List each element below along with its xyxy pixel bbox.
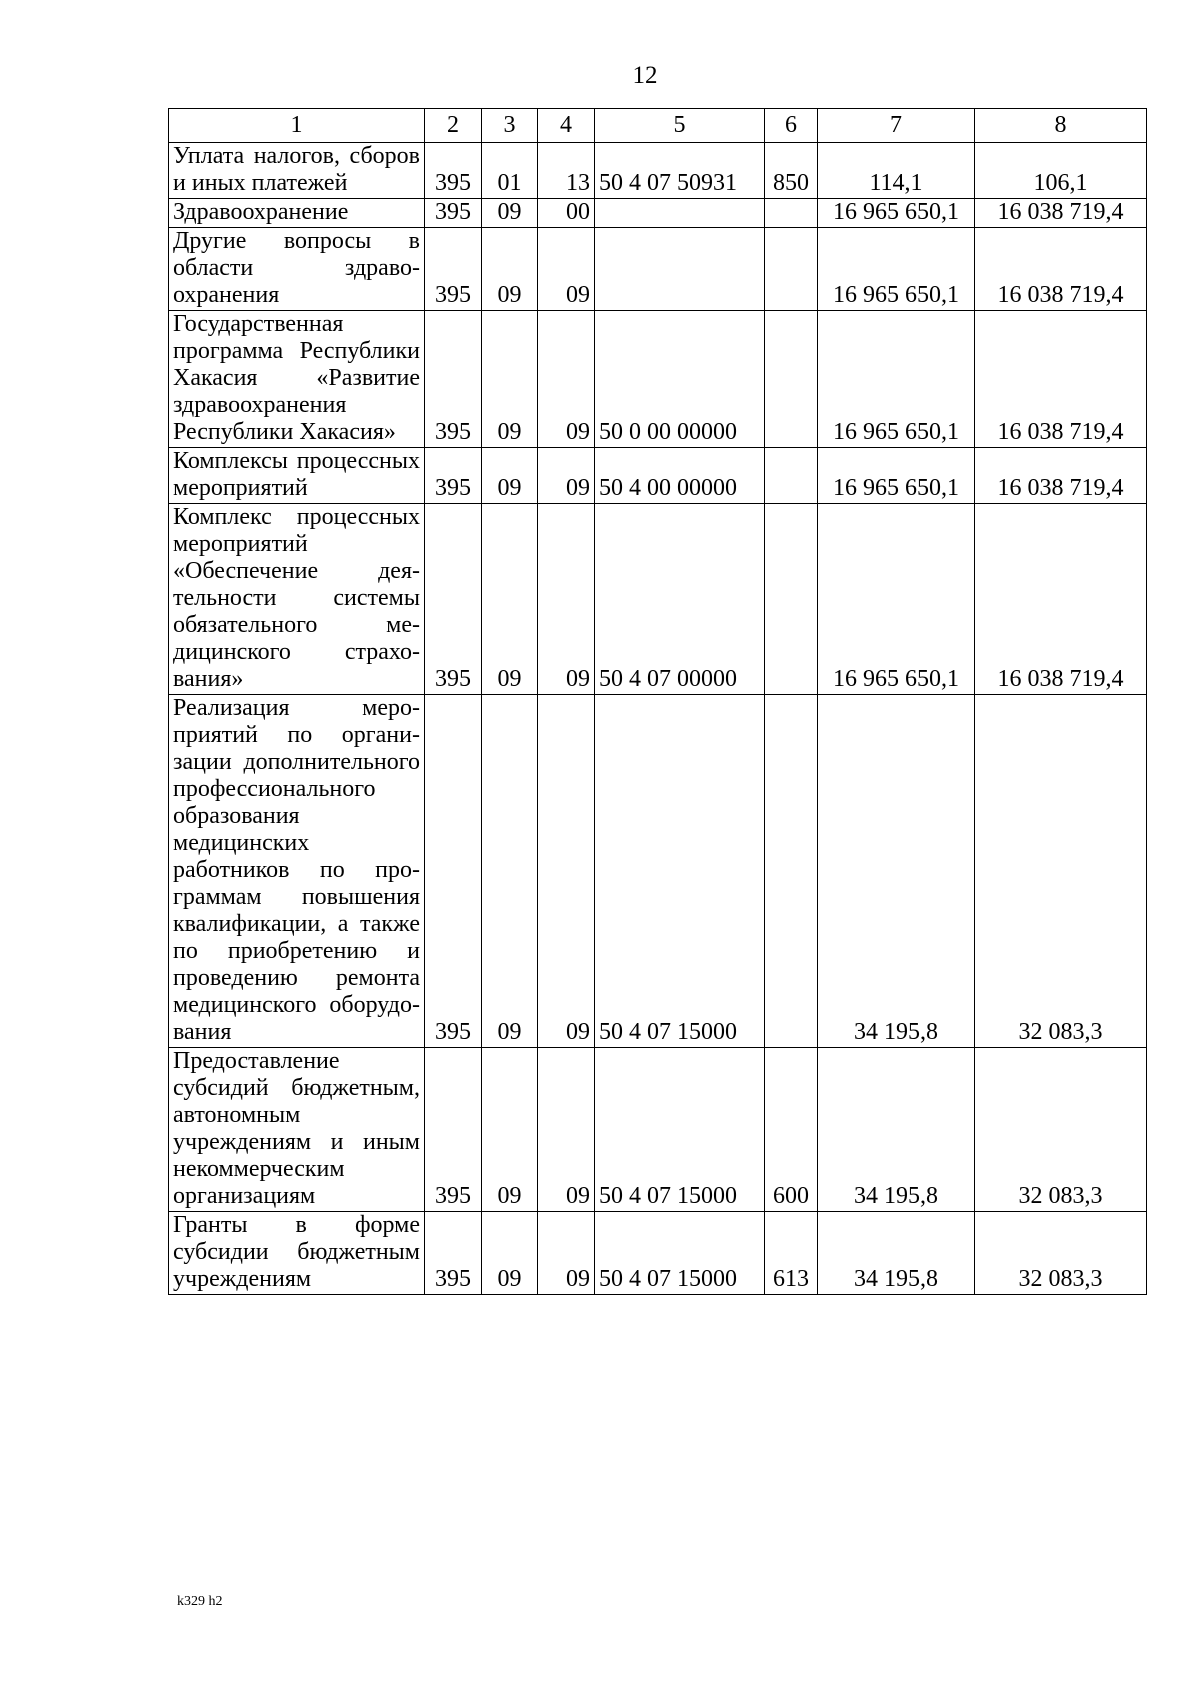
cell-name: Здравоохранение: [169, 199, 425, 228]
column-header: 7: [818, 109, 975, 143]
header-row: [169, 109, 1147, 143]
cell-subsection: 09: [538, 504, 595, 695]
cell-amount-1: 34 195,8: [818, 1048, 975, 1212]
cell-section: 09: [482, 504, 538, 695]
column-header: 3: [482, 109, 538, 143]
cell-name: Комплекс процессных мероприятий «Обеспечение деятельности системы обязательного медицинского страхования»: [169, 504, 425, 695]
cell-subsection: 09: [538, 1212, 595, 1295]
cell-subsection: 09: [538, 311, 595, 448]
cell-amount-1: 16 965 650,1: [818, 448, 975, 504]
cell-amount-2: 16 038 719,4: [975, 311, 1147, 448]
cell-amount-2: 32 083,3: [975, 695, 1147, 1048]
cell-expense-type: 850: [765, 143, 818, 199]
footer-code: k329 h2: [177, 1594, 223, 1609]
table-row: [169, 228, 1147, 311]
cell-expense-type: [765, 199, 818, 228]
cell-admin-code: 395: [425, 228, 482, 311]
cell-admin-code: 395: [425, 504, 482, 695]
cell-amount-2: 32 083,3: [975, 1048, 1147, 1212]
cell-amount-1: 16 965 650,1: [818, 199, 975, 228]
table-row: [169, 448, 1147, 504]
cell-section: 09: [482, 228, 538, 311]
page-number: 12: [632, 62, 658, 89]
cell-admin-code: 395: [425, 1048, 482, 1212]
cell-amount-1: 34 195,8: [818, 1212, 975, 1295]
table-row: [169, 504, 1147, 695]
cell-expense-type: [765, 448, 818, 504]
cell-subsection: 09: [538, 695, 595, 1048]
cell-admin-code: 395: [425, 311, 482, 448]
table-row: [169, 199, 1147, 228]
cell-target-article: 50 4 07 00000: [595, 504, 765, 695]
cell-target-article: [595, 228, 765, 311]
column-header: 6: [765, 109, 818, 143]
cell-subsection: 13: [538, 143, 595, 199]
cell-section: 09: [482, 199, 538, 228]
cell-amount-2: 16 038 719,4: [975, 448, 1147, 504]
table-row: [169, 311, 1147, 448]
cell-section: 09: [482, 1048, 538, 1212]
cell-admin-code: 395: [425, 199, 482, 228]
cell-expense-type: [765, 311, 818, 448]
column-header: 4: [538, 109, 595, 143]
cell-name: Другие вопросы в области здравоохранения: [169, 228, 425, 311]
table-row: [169, 1212, 1147, 1295]
cell-expense-type: 600: [765, 1048, 818, 1212]
cell-amount-1: 34 195,8: [818, 695, 975, 1048]
cell-amount-1: 16 965 650,1: [818, 504, 975, 695]
cell-subsection: 09: [538, 448, 595, 504]
cell-target-article: 50 4 07 15000: [595, 695, 765, 1048]
cell-target-article: 50 4 07 50931: [595, 143, 765, 199]
cell-section: 01: [482, 143, 538, 199]
cell-target-article: 50 4 07 15000: [595, 1048, 765, 1212]
cell-expense-type: [765, 504, 818, 695]
cell-subsection: 09: [538, 1048, 595, 1212]
cell-name: Гранты в форме субсидии бюджетным учреждениям: [169, 1212, 425, 1295]
cell-subsection: 00: [538, 199, 595, 228]
cell-section: 09: [482, 1212, 538, 1295]
cell-target-article: 50 4 00 00000: [595, 448, 765, 504]
cell-section: 09: [482, 695, 538, 1048]
cell-amount-2: 106,1: [975, 143, 1147, 199]
cell-section: 09: [482, 448, 538, 504]
cell-amount-1: 16 965 650,1: [818, 228, 975, 311]
table-row: [169, 695, 1147, 1048]
cell-name: Комплексы процессных мероприятий: [169, 448, 425, 504]
cell-name: Уплата налогов, сборов и иных платежей: [169, 143, 425, 199]
cell-amount-2: 32 083,3: [975, 1212, 1147, 1295]
cell-expense-type: [765, 228, 818, 311]
column-header: 1: [169, 109, 425, 143]
cell-target-article: [595, 199, 765, 228]
column-header: 8: [975, 109, 1147, 143]
cell-amount-1: 114,1: [818, 143, 975, 199]
table-body: [169, 143, 1147, 1295]
table-row: [169, 1048, 1147, 1212]
cell-admin-code: 395: [425, 143, 482, 199]
cell-name: Государственная программа Республики Хакасия «Развитие здравоохранения Республики Хакасия»: [169, 311, 425, 448]
column-header: 2: [425, 109, 482, 143]
cell-section: 09: [482, 311, 538, 448]
cell-target-article: 50 4 07 15000: [595, 1212, 765, 1295]
table-row: [169, 143, 1147, 199]
column-header: 5: [595, 109, 765, 143]
cell-name: Реализация мероприятий по организации дополнительного профессионального образования медицинских работников по программам повышения квалификации, а также по приобретению и проведению ремонта медицинского оборудования: [169, 695, 425, 1048]
cell-admin-code: 395: [425, 1212, 482, 1295]
cell-amount-2: 16 038 719,4: [975, 504, 1147, 695]
budget-table: [168, 108, 1147, 1295]
cell-target-article: 50 0 00 00000: [595, 311, 765, 448]
cell-subsection: 09: [538, 228, 595, 311]
cell-amount-1: 16 965 650,1: [818, 311, 975, 448]
cell-expense-type: 613: [765, 1212, 818, 1295]
cell-amount-2: 16 038 719,4: [975, 199, 1147, 228]
cell-expense-type: [765, 695, 818, 1048]
cell-admin-code: 395: [425, 448, 482, 504]
cell-name: Предоставление субсидий бюджетным, автономным учреждениям и иным некоммерческим организациям: [169, 1048, 425, 1212]
cell-admin-code: 395: [425, 695, 482, 1048]
cell-amount-2: 16 038 719,4: [975, 228, 1147, 311]
